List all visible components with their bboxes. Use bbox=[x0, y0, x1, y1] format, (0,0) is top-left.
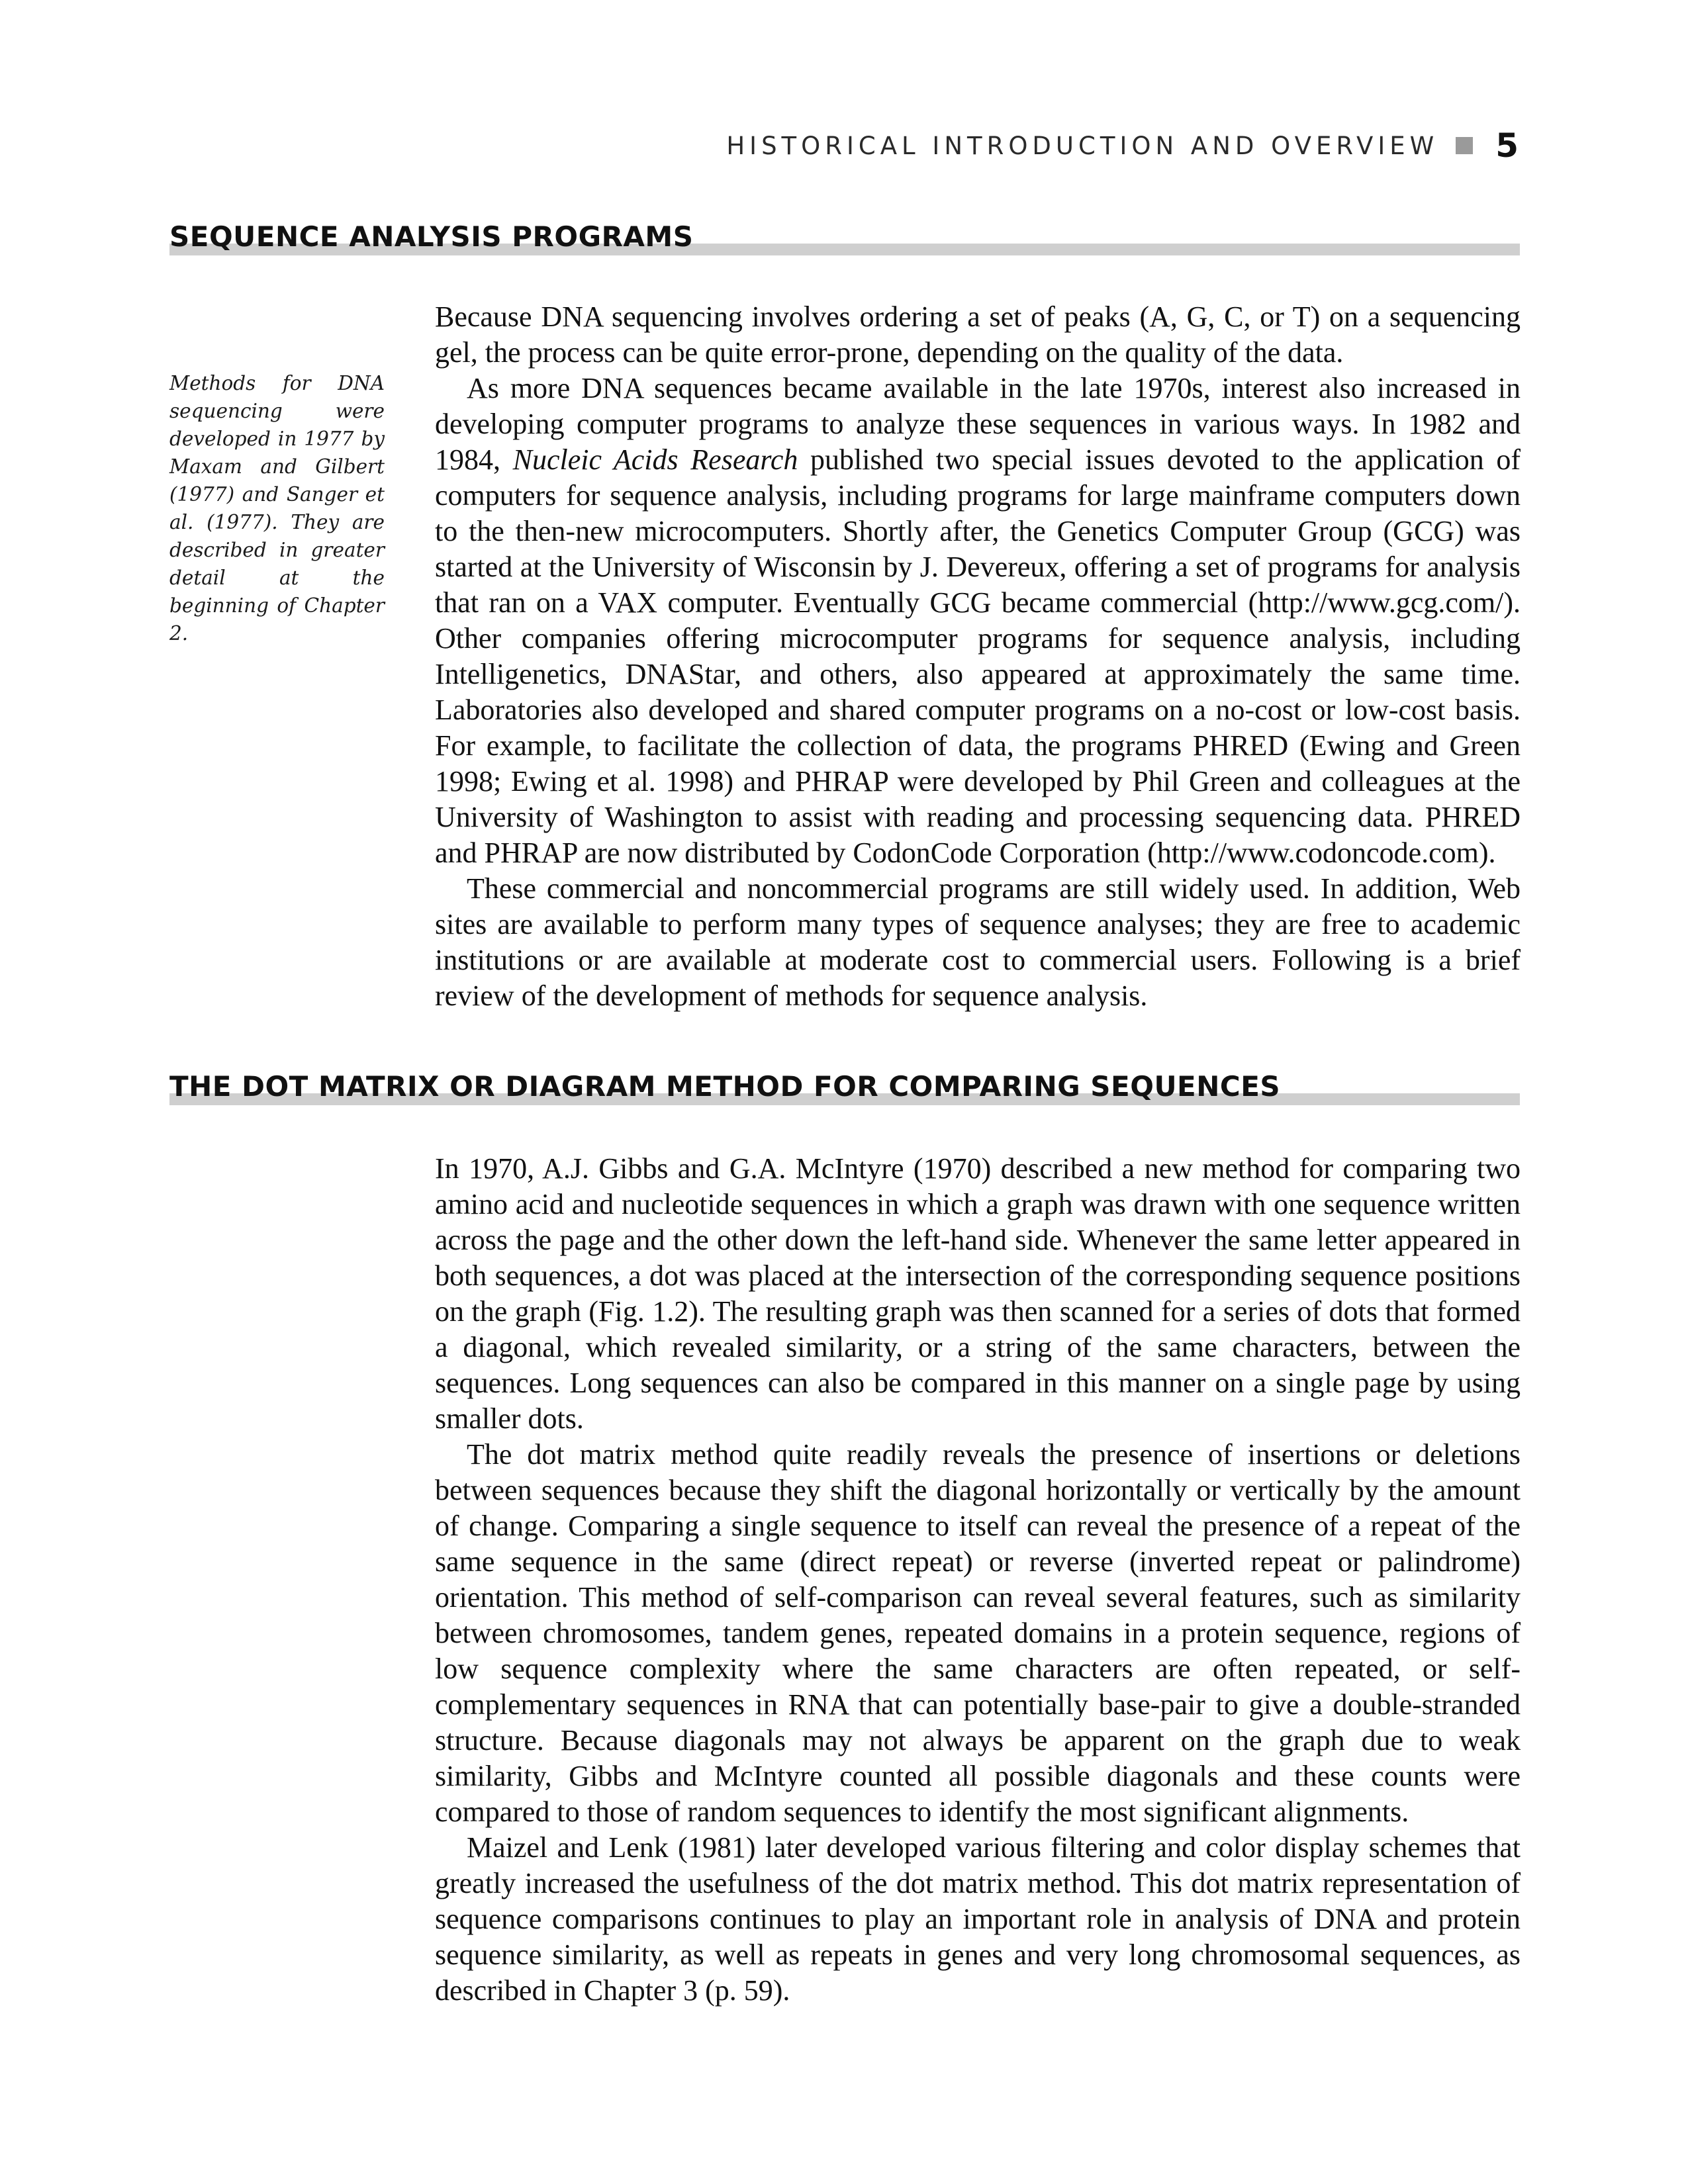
section-heading-sequence-analysis bbox=[169, 209, 1520, 255]
section-body-dot-matrix bbox=[435, 1151, 1521, 2009]
paragraph: Because DNA sequencing involves ordering a set of peaks (A, G, C, or T) on a sequencing gel, the process can be quite error-prone, depending on the quality of the data. bbox=[435, 300, 1521, 369]
paragraph: In 1970, A.J. Gibbs and G.A. McIntyre (1970) described a new method for comparing two amino acid and nucleotide sequences in which a graph was drawn with one sequence written across the page and the other down the left-hand side. Whenever the same letter appeared in both sequences, a dot was placed at the intersection of the corresponding sequence positions on the graph (Fig. 1.2). The resulting graph was then scanned for a series of dots that formed a diagonal, which revealed similarity, or a string of the same characters, between the sequences. Long sequences can also be compared in this manner on a single page by using smaller dots. bbox=[435, 1152, 1521, 1435]
paragraph-text: published two special issues devoted to the application of computers for sequence analysis, including programs for large mainframe computers down to the then-new microcomputers. Shortly after, the Genetics Computer Group (GCG) was started at the University of Wisconsin by J. Devereux, offering a set of programs for analysis that ran on a VAX computer. Eventually GCG became commercial (http://www.gcg.com/). Other companies offering microcomputer programs for sequence analysis, including Intelligenetics, DNAStar, and others, also appeared at approximately the same time. Laboratories also developed and shared computer programs on a no-cost or low-cost basis. For example, to facilitate the collection of data, the programs PHRED (Ewing and Green 1998; Ewing et al. 1998) and PHRAP were developed by Phil Green and colleagues at the University of Washington to assist with reading and processing sequencing data. PHRED and PHRAP are now distributed by CodonCode Corporation (http://www.codoncode.com). bbox=[435, 443, 1521, 869]
journal-title: Nucleic Acids Research bbox=[512, 443, 798, 476]
paragraph bbox=[435, 371, 1521, 871]
section-heading-dot-matrix bbox=[169, 1059, 1520, 1105]
paragraph: These commercial and noncommercial programs are still widely used. In addition, Web sites are available to perform many types of sequence analyses; they are free to academic institutions or are available at moderate cost to commercial users. Following is a brief review of the development of methods for sequence analysis. bbox=[435, 872, 1521, 1012]
margin-note: Methods for DNA sequencing were developed in 1977 by Maxam and Gilbert (1977) and Sanger et al. (1977). They are described in greater detail at the beginning of Chapter 2. bbox=[169, 372, 385, 645]
running-head bbox=[0, 126, 1519, 165]
running-head-square-icon bbox=[1456, 137, 1473, 154]
section-body-sequence-analysis bbox=[435, 299, 1521, 1014]
section-heading-text: THE DOT MATRIX OR DIAGRAM METHOD FOR COMPARING SEQUENCES bbox=[169, 1070, 1281, 1103]
paragraph-text: As more DNA sequences became available in the late 1970s, interest also increased in developing computer programs to analyze these sequences in various ways. In 1982 and 1984, bbox=[435, 372, 1521, 476]
running-head-title: HISTORICAL INTRODUCTION AND OVERVIEW bbox=[726, 131, 1439, 160]
page-number: 5 bbox=[1495, 126, 1519, 165]
section-heading-text: SEQUENCE ANALYSIS PROGRAMS bbox=[169, 220, 694, 253]
paragraph: The dot matrix method quite readily reveals the presence of insertions or deletions between sequences because they shift the diagonal horizontally or vertically by the amount of change. Comparing a single sequence to itself can reveal the presence of a repeat of the same sequence in the same (direct repeat) or reverse (inverted repeat or palindrome) orientation. This method of self-comparison can reveal several features, such as similarity between chromosomes, tandem genes, repeated domains in a protein sequence, regions of low sequence complexity where the same characters are often repeated, or self-complementary sequences in RNA that can potentially base-pair to give a double-stranded structure. Because diagonals may not always be apparent on the graph due to weak similarity, Gibbs and McIntyre counted all possible diagonals and these counts were compared to those of random sequences to identify the most significant alignments. bbox=[435, 1438, 1521, 1828]
paragraph: Maizel and Lenk (1981) later developed various filtering and color display schemes that greatly increased the usefulness of the dot matrix method. This dot matrix representation of sequence comparisons continues to play an important role in analysis of DNA and protein sequence similarity, as well as repeats in genes and very long chromosomal sequences, as described in Chapter 3 (p. 59). bbox=[435, 1831, 1521, 2007]
